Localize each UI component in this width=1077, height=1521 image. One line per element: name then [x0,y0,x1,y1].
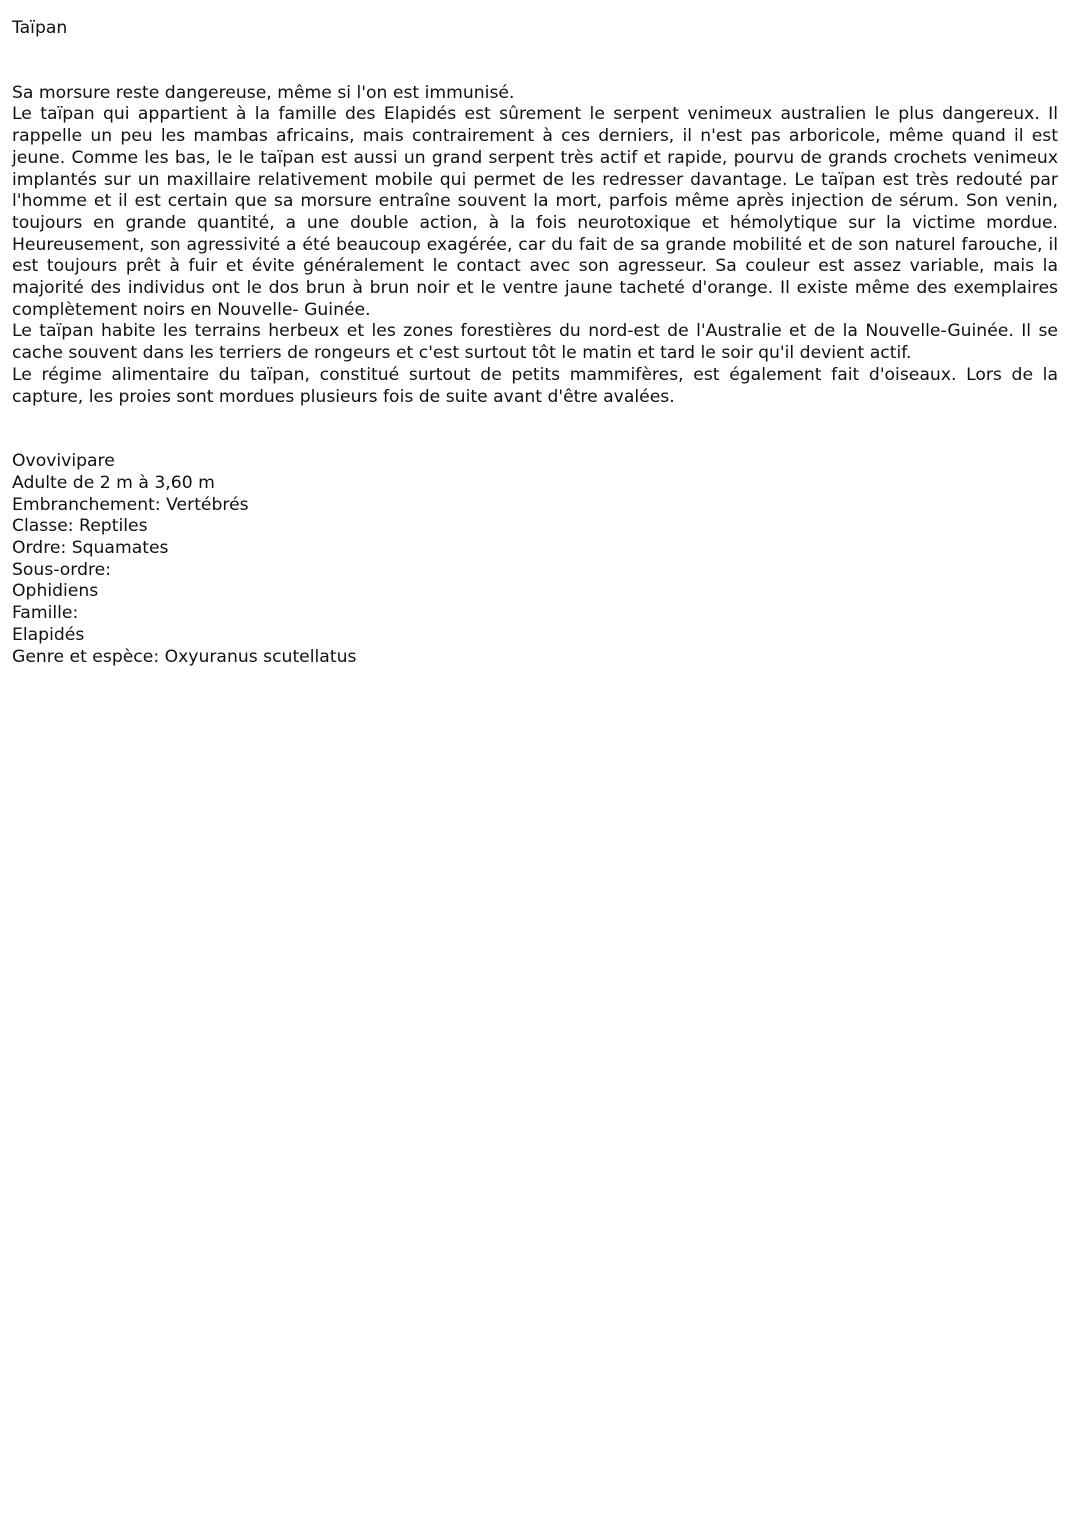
document-body [12,83,1058,409]
fact-order: Ordre: Squamates [12,538,169,559]
fact-phylum: Embranchement: Vertébrés [12,494,249,515]
facts-list [12,451,1058,668]
subtitle: Sa morsure reste dangereuse, même si l'on est immunisé. [12,82,515,103]
fact-family-label: Famille: [12,603,79,624]
fact-reproduction: Ovovivipare [12,451,115,472]
fact-family-value: Elapidés [12,624,85,645]
fact-size: Adulte de 2 m à 3,60 m [12,472,215,493]
paragraph-diet: Le régime alimentaire du taïpan, constitué surtout de petits mammifères, est également fait d'oiseaux. Lors de la capture, les proies sont mordues plusieurs fois de suite avant d'être avalées. [12,364,1058,407]
fact-class: Classe: Reptiles [12,516,148,537]
paragraph-habitat: Le taïpan habite les terrains herbeux et les zones forestières du nord-est de l'Australie et de la Nouvelle-Guinée. Il se cache souvent dans les terriers de rongeurs et c'est surtout tôt le matin et tard le soir qu'il devient actif. [12,321,1058,364]
fact-suborder-label: Sous-ordre: [12,559,112,580]
document-title: Taïpan [12,18,68,38]
document-page [12,18,1058,668]
fact-species: Genre et espèce: Oxyuranus scutellatus [12,646,357,667]
fact-suborder-value: Ophidiens [12,581,99,602]
paragraph-description: Le taïpan qui appartient à la famille des Elapidés est sûrement le serpent venimeux australien le plus dangereux. Il rappelle un peu les mambas africains, mais contrairement à ces derniers, il n'est pas arboricole, même quand il est jeune. Comme les bas, le le taïpan est aussi un grand serpent très actif et rapide, pourvu de grands crochets venimeux implantés sur un maxillaire relativement mobile qui permet de les redresser davantage. Le taïpan est très redouté par l'homme et il est certain que sa morsure entraîne souvent la mort, parfois même après injection de sérum. Son venin, toujours en grande quantité, a une double action, à la fois neurotoxique et hémolytique sur la victime mordue. Heureusement, son agressivité a été beaucoup exagérée, car du fait de sa grande mobilité et de son naturel farouche, il est toujours prêt à fuir et évite généralement le contact avec son agresseur. Sa couleur est assez variable, mais la majorité des individus ont le dos brun à brun noir et le ventre jaune tacheté d'orange. Il existe même des exemplaires complètement noirs en Nouvelle- Guinée. [12,104,1058,320]
